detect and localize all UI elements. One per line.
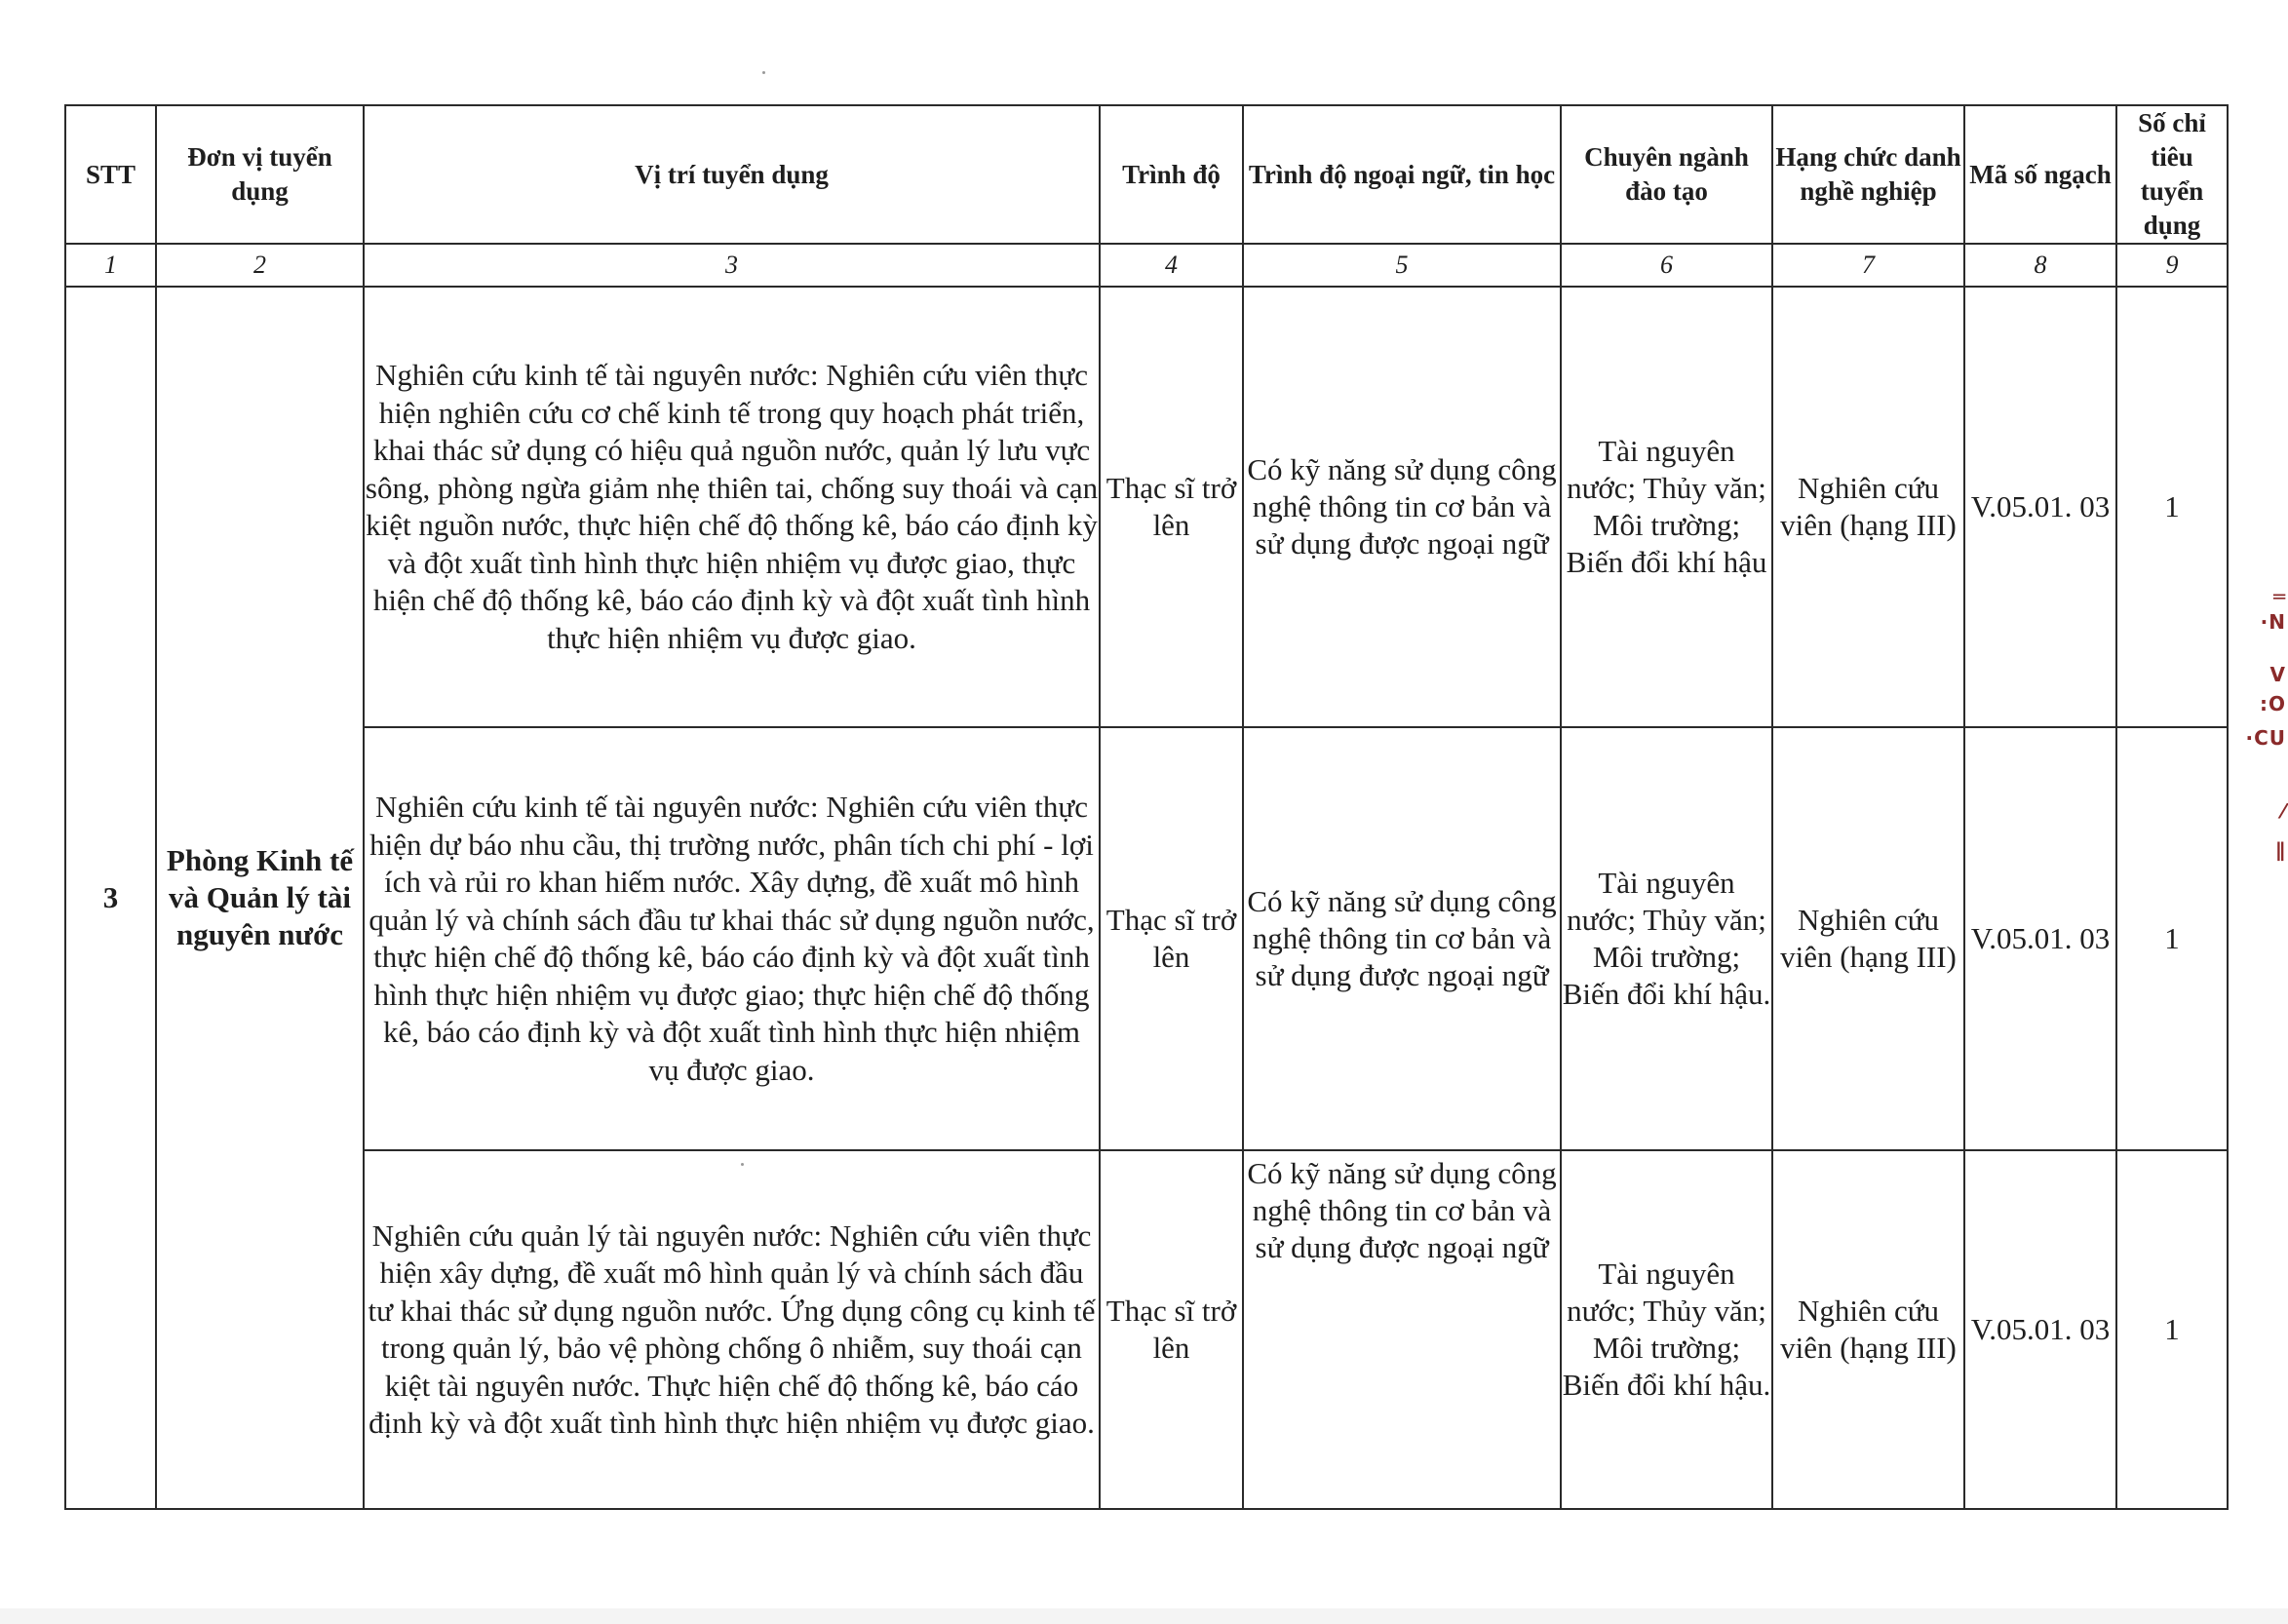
rank-cell: Nghiên cứu viên (hạng III)	[1772, 1150, 1964, 1509]
table-row	[65, 287, 2228, 727]
header-position: Vị trí tuyển dụng	[364, 105, 1100, 244]
quota-cell: 1	[2116, 727, 2228, 1150]
skills-cell: Có kỹ năng sử dụng công nghệ thông tin cơ bản và sử dụng được ngoại ngữ	[1243, 727, 1561, 1150]
stamp-edge-mark: :O	[2260, 692, 2286, 715]
quota-cell: 1	[2116, 287, 2228, 727]
recruitment-table	[64, 104, 2229, 1510]
column-number-row	[65, 244, 2228, 287]
table-row	[65, 727, 2228, 1150]
code-cell: V.05.01. 03	[1964, 1150, 2116, 1509]
major-cell: Tài nguyên nước; Thủy văn; Môi trường; Biến đổi khí hậu	[1561, 287, 1772, 727]
column-number: 5	[1243, 244, 1561, 287]
header-unit: Đơn vị tuyển dụng	[156, 105, 364, 244]
column-number: 2	[156, 244, 364, 287]
position-cell: Nghiên cứu kinh tế tài nguyên nước: Nghiên cứu viên thực hiện nghiên cứu cơ chế kinh tế trong quy hoạch phát triển, khai thác sử dụng có hiệu quả nguồn nước, quản lý lưu vực sông, phòng ngừa giảm nhẹ thiên tai, chống suy thoái và cạn kiệt nguồn nước, thực hiện chế độ thống kê, báo cáo định kỳ và đột xuất tình hình thực hiện nhiệm vụ được giao, thực hiện chế độ thống kê, báo cáo định kỳ và đột xuất tình hình thực hiện nhiệm vụ được giao.	[364, 287, 1100, 727]
position-cell: Nghiên cứu kinh tế tài nguyên nước: Nghiên cứu viên thực hiện dự báo nhu cầu, thị trường nước, phân tích chi phí - lợi ích và rủi ro khan hiếm nước. Xây dựng, đề xuất mô hình quản lý và chính sách đầu tư khai thác sử dụng nguồn nước, thực hiện chế độ thống kê, báo cáo định kỳ và đột xuất tình hình thực hiện nhiệm vụ được giao; thực hiện chế độ thống kê, báo cáo định kỳ và đột xuất tình hình thực hiện nhiệm vụ được giao.	[364, 727, 1100, 1150]
scan-speck	[741, 1163, 744, 1166]
position-cell: Nghiên cứu quản lý tài nguyên nước: Nghiên cứu viên thực hiện xây dựng, đề xuất mô hình quản lý và chính sách đầu tư khai thác sử dụng nguồn nước. Ứng dụng công cụ kinh tế trong quản lý, bảo vệ phòng chống ô nhiễm, suy thoái cạn kiệt tài nguyên nước. Thực hiện chế độ thống kê, báo cáo định kỳ và đột xuất tình hình thực hiện nhiệm vụ được giao.	[364, 1150, 1100, 1509]
major-cell: Tài nguyên nước; Thủy văn; Môi trường; Biến đổi khí hậu.	[1561, 1150, 1772, 1509]
column-number: 3	[364, 244, 1100, 287]
column-number: 9	[2116, 244, 2228, 287]
table-row	[65, 1150, 2228, 1509]
stamp-edge-mark: ·N	[2260, 610, 2286, 634]
major-cell: Tài nguyên nước; Thủy văn; Môi trường; Biến đổi khí hậu.	[1561, 727, 1772, 1150]
header-quota: Số chỉ tiêu tuyển dụng	[2116, 105, 2228, 244]
header-level: Trình độ	[1100, 105, 1243, 244]
column-number: 6	[1561, 244, 1772, 287]
header-stt: STT	[65, 105, 156, 244]
code-cell: V.05.01. 03	[1964, 727, 2116, 1150]
code-cell: V.05.01. 03	[1964, 287, 2116, 727]
rank-cell: Nghiên cứu viên (hạng III)	[1772, 727, 1964, 1150]
stamp-edge-mark: ∥	[2275, 838, 2286, 862]
header-rank: Hạng chức danh nghề nghiệp	[1772, 105, 1964, 244]
quota-cell: 1	[2116, 1150, 2228, 1509]
level-cell: Thạc sĩ trở lên	[1100, 1150, 1243, 1509]
scan-speck	[762, 71, 765, 74]
column-number: 7	[1772, 244, 1964, 287]
skills-cell: Có kỹ năng sử dụng công nghệ thông tin cơ bản và sử dụng được ngoại ngữ	[1243, 1150, 1561, 1509]
column-number: 8	[1964, 244, 2116, 287]
skills-cell: Có kỹ năng sử dụng công nghệ thông tin cơ bản và sử dụng được ngoại ngữ	[1243, 287, 1561, 727]
column-number: 1	[65, 244, 156, 287]
stamp-edge-mark: ⁄	[2281, 799, 2286, 823]
level-cell: Thạc sĩ trở lên	[1100, 727, 1243, 1150]
column-number: 4	[1100, 244, 1243, 287]
level-cell: Thạc sĩ trở lên	[1100, 287, 1243, 727]
header-major: Chuyên ngành đào tạo	[1561, 105, 1772, 244]
rank-cell: Nghiên cứu viên (hạng III)	[1772, 287, 1964, 727]
header-skills: Trình độ ngoại ngữ, tin học	[1243, 105, 1561, 244]
stamp-edge-mark: ·CU	[2245, 726, 2286, 750]
stamp-edge-mark: V	[2269, 663, 2286, 686]
unit-cell: Phòng Kinh tế và Quản lý tài nguyên nước	[156, 287, 364, 1509]
scan-bottom-edge	[0, 1608, 2288, 1624]
header-row	[65, 105, 2228, 244]
stamp-edge-mark: ═	[2272, 585, 2286, 608]
header-code: Mã số ngạch	[1964, 105, 2116, 244]
stt-cell: 3	[65, 287, 156, 1509]
